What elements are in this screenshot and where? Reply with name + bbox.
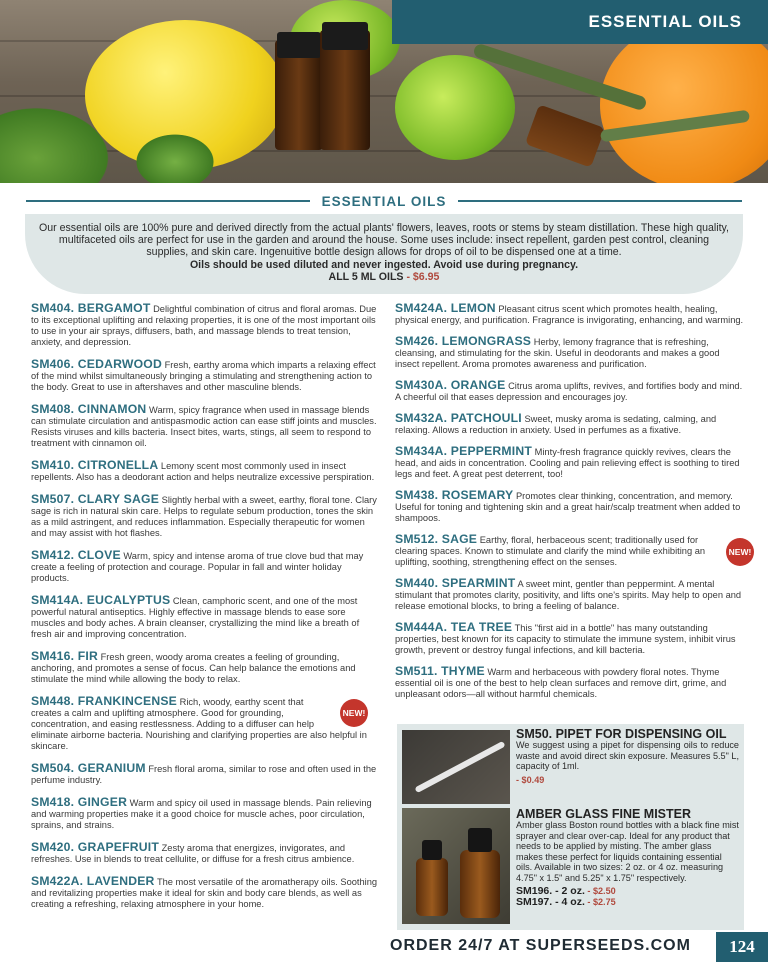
mister-price-value-1: - $2.50 (584, 886, 616, 896)
mister-sku-2: SM197. - 4 oz. (516, 895, 585, 908)
product-code: SM512. SAGE (395, 532, 478, 546)
price-value: - $6.95 (403, 270, 440, 283)
mister-title: AMBER GLASS FINE MISTER (516, 807, 692, 821)
product-item (31, 651, 378, 685)
product-item (31, 797, 378, 831)
divider-line (458, 200, 742, 202)
lime-shape (395, 55, 515, 160)
product-code: SM444A. TEA TREE (395, 620, 513, 634)
product-desc: Rich, woody, earthy scent that creates a calm and uplifting atmosphere. Good for grounding, concentration, and easing restlessness. Adding to a diffuser can help eliminate airborne bacteria. Nourishing and clarifying properties are also helpful in skincare. (31, 697, 367, 751)
section-title-row (26, 192, 742, 210)
mister-cap-large (468, 828, 492, 852)
mister-desc: Amber glass Boston round bottles with a black fine mist sprayer and clear over-cap. Ideal for any product that needs to be applied by misting. The amber glass makes these perfect for liquids containing essential oils. Available in two sizes: 2 oz. or 4 oz. measuring 4.75" x 1.5" and 5.25" x 1.75" respectively. (516, 820, 739, 883)
product-code: SM438. ROSEMARY (395, 488, 514, 502)
product-code: SM408. CINNAMON (31, 402, 147, 416)
herb-leaves (0, 100, 120, 183)
product-desc: The most versatile of the aromatherapy oils. Soothing and revitalizing properties make it ideal for skin and body care blends, as well as creating a refreshing, relaxing atmosphere in your home. (31, 877, 378, 909)
product-code: SM507. CLARY SAGE (31, 492, 160, 506)
product-item (31, 359, 378, 393)
price-label: ALL 5 ML OILS (328, 270, 404, 283)
header-title: ESSENTIAL OILS (588, 12, 742, 31)
product-item (31, 303, 378, 348)
product-item (395, 413, 744, 436)
product-desc: Citrus aroma uplifts, revives, and fortifies body and mind. A cheerful oil that eases depression and encourages joy. (395, 381, 743, 402)
pipet-title: SM50. PIPET FOR DISPENSING OIL (516, 727, 727, 741)
product-item (31, 460, 378, 483)
product-desc: A sweet mint, gentler than peppermint. A mental stimulant that promotes clarity, positivity, and lifts one's spirits. May help to open and release emotional blocks, to bring a feeling of balance. (395, 579, 742, 611)
product-item (31, 696, 378, 752)
product-desc: Warm, spicy and intense aroma of true clove bud that may create a feeling of protection and courage. Popular in fall and winter holiday products. (31, 551, 364, 583)
product-item (395, 303, 744, 326)
section-title: ESSENTIAL OILS (321, 193, 447, 209)
product-code: SM511. THYME (395, 664, 485, 678)
product-code: SM426. LEMONGRASS (395, 334, 532, 348)
product-item (395, 666, 744, 700)
product-code: SM414A. EUCALYPTUS (31, 593, 171, 607)
product-code: SM422A. LAVENDER (31, 874, 155, 888)
page-number: 124 (716, 932, 768, 962)
product-item (31, 876, 378, 910)
bottle-cap-shape (277, 32, 321, 58)
product-item (395, 622, 744, 656)
left-column (31, 303, 378, 921)
product-item (31, 842, 378, 865)
product-desc: Warm and herbaceous with powdery floral notes. Thyme essential oil is one of the best to help clean surfaces and remove dirt, grime, and unpleasant odors—all without harmful chemicals. (395, 667, 727, 699)
product-code: SM440. SPEARMINT (395, 576, 516, 590)
product-desc: Lemony scent most commonly used in insect repellents. Also has a deodorant action and helps neutralize excessive perspiration. (31, 461, 375, 482)
intro-warning: Oils should be used diluted and never ingested. Avoid use during pregnancy. (189, 258, 579, 271)
product-desc: Herby, lemony fragrance that is refreshing, cleansing, and stimulating for the skin. Useful in deodorants and makes a good insect repellent. Aroma promotes awareness and purification. (395, 337, 720, 369)
product-code: SM504. GERANIUM (31, 761, 146, 775)
product-desc: Warm, spicy fragrance when used in massage blends can stimulate circulation and antispasmodic action can ease stiff joints and muscles. Resists viruses and kills bacteria. Insect bites, warts, stings, all seem to respond to treatment with cinnamon oil. (31, 405, 377, 448)
herb-leaves (130, 130, 220, 183)
product-code: SM434A. PEPPERMINT (395, 444, 533, 458)
mister-price-value-2: - $2.75 (584, 896, 616, 907)
product-code: SM432A. PATCHOULI (395, 411, 522, 425)
product-code: SM412. CLOVE (31, 548, 121, 562)
product-item (395, 578, 744, 612)
product-item (31, 595, 378, 640)
product-desc: Delightful combination of citrus and floral aromas. Due to its exceptional uplifting and relaxing properties, it is one of the most important oils to use in your air sprays, diffusers, bath, and massage blends to treat tension, anxiety, and depression. (31, 304, 377, 347)
new-badge: NEW! (340, 699, 368, 727)
product-item (31, 763, 378, 786)
product-item (395, 532, 752, 568)
product-desc: Zesty aroma that energizes, invigorates, and refreshes. Use in blends to treat cellulite, or diffuse for a fresh citrus ambience. (31, 843, 355, 864)
product-code: SM424A. LEMON (395, 301, 496, 315)
pipet-price: - $0.49 (516, 774, 545, 785)
product-desc: Slightly herbal with a sweet, earthy, floral tone. Clary sage is rich in natural skin care. Helps to regulate sebum production, tones the skin as a mild astringent, and reduces inflammation. Especially therapeutic for women and may assist with hot flashes. (31, 495, 377, 538)
mister-photo (402, 808, 510, 924)
product-desc: Earthy, floral, herbaceous scent; traditionally used for clearing spaces. Known to stimulate and clarify the mind while exhibiting an uplifting, soothing, strengthening effect on the senses. (395, 535, 706, 567)
product-desc: Fresh floral aroma, similar to rose and often used in the perfume industry. (31, 764, 377, 785)
pipet-photo (402, 730, 510, 804)
pipet-text (516, 728, 739, 785)
product-code: SM418. GINGER (31, 795, 128, 809)
product-code: SM430A. ORANGE (395, 378, 506, 392)
right-column (395, 301, 752, 710)
product-item (31, 404, 378, 449)
new-badge: NEW! (726, 538, 754, 566)
intro-text: Our essential oils are 100% pure and derived directly from the actual plants' flowers, leaves, roots or stems by steam distillation. These high quality, multifaceted oils are perfect for use in the garden and around the house. Some uses include: insect repellent, garden pest control, cleaning supplies, and skin care. Ingenuitive bottle design allows for drops of oil to be dispensed one at a time. (39, 222, 729, 259)
product-item (31, 550, 378, 584)
product-item (395, 446, 744, 480)
order-banner: ORDER 24/7 AT SUPERSEEDS.COM (390, 937, 691, 954)
header-category-tab (392, 0, 768, 44)
product-item (395, 490, 744, 524)
product-item (31, 494, 378, 539)
intro-price-line (37, 271, 731, 283)
divider-line (26, 200, 310, 202)
product-code: SM410. CITRONELLA (31, 458, 159, 472)
product-desc: Warm and spicy oil used in massage blends. Pain relieving and warming properties make it a good choice for muscle aches, poor circulation, sprains, and strains. (31, 798, 372, 830)
product-desc: Promotes clear thinking, concentration, and memory. Useful for toning and tightening skin and a great hair/scalp treatment when added to shampoos. (395, 491, 741, 523)
product-desc: This "first aid in a bottle" has many outstanding properties, best known for its capacity to stimulate the immune system, inhibit virus growth, prevent or destroy fungal infections, and kill bacteria. (395, 623, 736, 655)
product-item (395, 336, 744, 370)
product-desc: Sweet, musky aroma is sedating, calming, and relaxing. Allows a reduction in anxiety. Used in perfumes as a fixative. (395, 414, 717, 435)
product-code: SM420. GRAPEFRUIT (31, 840, 160, 854)
accessories-box (397, 724, 744, 930)
mister-bottle-large (460, 850, 500, 918)
product-desc: Minty-fresh fragrance quickly revives, clears the head, and aids in concentration. Cooling and pain relieving effect is soothing to tired legs and feet. A great pest deterrent, too! (395, 447, 740, 479)
pipet-desc: We suggest using a pipet for dispensing oils to reduce waste and avoid direct skin exposure. Measures 5.5" L, capacity of 1ml. (516, 740, 739, 771)
product-item (395, 380, 744, 403)
product-code: SM448. FRANKINCENSE (31, 694, 178, 708)
bottle-cap-shape (322, 22, 368, 50)
bottle-shape (525, 104, 605, 167)
mister-price-2 (516, 897, 739, 908)
mister-sku-1: SM196. - 2 oz. (516, 885, 585, 897)
product-code: SM404. BERGAMOT (31, 301, 151, 315)
pipet-shape (414, 741, 505, 793)
product-desc: Pleasant citrus scent which promotes health, healing, physical energy, and purification. Fragrance is invigorating, enhancing, and warming. (395, 304, 744, 325)
product-desc: Clean, camphoric scent, and one of the most powerful natural antiseptics. Highly effective in massage blends to ease sore muscles and body aches. A brain cleanser, crystallizing the mind like a breath of fresh air and improving concentration. (31, 596, 360, 639)
product-code: SM416. FIR (31, 649, 99, 663)
product-desc: Fresh green, woody aroma creates a feeling of grounding, anchoring, and promotes a sense of focus. Can help balance the emotions and stimulate the mind while allowing the body to relax. (31, 652, 356, 684)
mister-bottle-small (416, 858, 448, 916)
intro-panel (25, 214, 743, 294)
mister-text (516, 808, 739, 907)
mister-cap-small (422, 840, 442, 860)
product-code: SM406. CEDARWOOD (31, 357, 162, 371)
product-desc: Fresh, earthy aroma which imparts a relaxing effect of the mind whilst simultaneously bringing a stimulating and strengthening action to the body. Great to use in aftershaves and other masculine blends. (31, 360, 376, 392)
